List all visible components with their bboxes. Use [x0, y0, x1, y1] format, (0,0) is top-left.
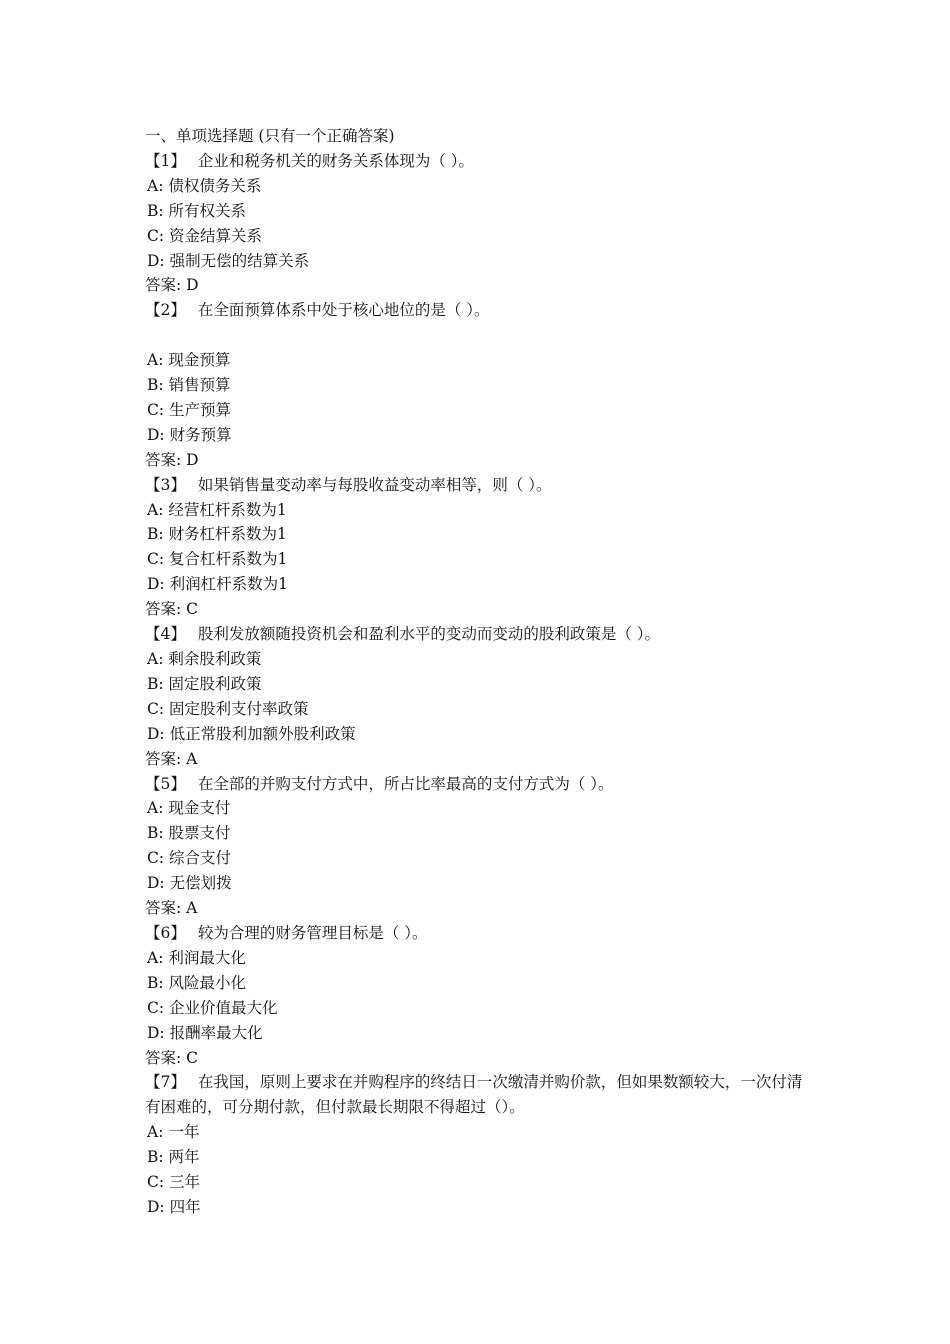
- option-c: C: 复合杠杆系数为1: [147, 550, 288, 569]
- answer-prefix: 答案:: [145, 276, 182, 295]
- option-b: B: 两年: [147, 1148, 200, 1167]
- answer-prefix: 答案:: [145, 1048, 182, 1067]
- answer-prefix: 答案:: [145, 600, 182, 619]
- option-a: A: 利润最大化: [147, 948, 246, 967]
- option-d: D: 无偿划拨: [147, 874, 232, 893]
- question-number: 【1】: [145, 151, 186, 170]
- option-c: C: 生产预算: [147, 400, 232, 419]
- question-1: [145, 149, 815, 174]
- question-number: 【2】: [145, 301, 186, 320]
- option-b: B: 销售预算: [147, 376, 231, 395]
- question-4: [145, 622, 815, 647]
- option-d: D: 利润杠杆系数为1: [147, 575, 288, 594]
- option-c: C: 综合支付: [147, 849, 232, 868]
- option-a: A: 经营杠杆系数为1: [147, 500, 287, 519]
- question-3: [145, 473, 815, 498]
- question-text: 在全部的并购支付方式中，所占比率最高的支付方式为（ ）。: [197, 774, 614, 793]
- question-number: 【7】: [145, 1073, 186, 1092]
- option-a: A: 现金预算: [147, 351, 231, 370]
- answer-prefix: 答案:: [145, 450, 182, 469]
- answer-value: C: [186, 600, 199, 619]
- answer-2: [145, 448, 815, 473]
- question-2: [145, 298, 815, 323]
- question-number: 【3】: [145, 475, 186, 494]
- question-text: 如果销售量变动率与每股收益变动率相等，则（ ）。: [197, 475, 552, 494]
- answer-value: C: [186, 1048, 199, 1067]
- option-a: A: 剩余股利政策: [147, 650, 262, 669]
- option-d: D: 低正常股利加额外股利政策: [147, 724, 356, 743]
- option-c: C: 企业价值最大化: [147, 998, 278, 1017]
- question-text: 股利发放额随投资机会和盈利水平的变动而变动的股利政策是（ ）。: [197, 625, 661, 644]
- option-b: B: 股票支付: [147, 824, 231, 843]
- option-a: A: 债权债务关系: [147, 176, 262, 195]
- answer-value: D: [186, 276, 199, 295]
- question-number: 【4】: [145, 625, 186, 644]
- question-text: 企业和税务机关的财务关系体现为（ ）。: [197, 151, 475, 170]
- answer-1: [145, 273, 815, 298]
- option-a: A: 现金支付: [147, 799, 231, 818]
- section-title: 一、单项选择题 (只有一个正确答案): [145, 127, 395, 145]
- question-6: [145, 921, 815, 946]
- answer-6: [145, 1046, 815, 1071]
- option-b: B: 所有权关系: [147, 201, 247, 220]
- question-text: 在我国，原则上要求在并购程序的终结日一次缴清并购价款，但如果数额较大，一次付清有困难的，可分期付款，但付款最长期限不得超过（）。: [145, 1073, 803, 1117]
- option-b: B: 固定股利政策: [147, 674, 262, 693]
- option-b: B: 风险最小化: [147, 973, 247, 992]
- question-text: 较为合理的财务管理目标是（ ）。: [197, 923, 428, 942]
- option-c: C: 固定股利支付率政策: [147, 699, 309, 718]
- question-text: 在全面预算体系中处于核心地位的是（ ）。: [197, 301, 490, 320]
- question-number: 【5】: [145, 774, 186, 793]
- blank-line: [145, 323, 815, 348]
- question-5: [145, 772, 815, 797]
- option-b: B: 财务杠杆系数为1: [147, 525, 287, 544]
- answer-value: D: [186, 450, 199, 469]
- option-d: D: 四年: [147, 1197, 201, 1216]
- question-number: 【6】: [145, 923, 186, 942]
- option-c: C: 资金结算关系: [147, 226, 263, 245]
- answer-prefix: 答案:: [145, 899, 182, 918]
- option-d: D: 报酬率最大化: [147, 1023, 263, 1042]
- option-d: D: 财务预算: [147, 425, 232, 444]
- option-c: C: 三年: [147, 1173, 201, 1192]
- answer-5: [145, 896, 815, 921]
- option-a: A: 一年: [147, 1123, 200, 1142]
- option-d: D: 强制无偿的结算关系: [147, 251, 310, 270]
- document-body: [145, 124, 815, 1220]
- answer-3: [145, 597, 815, 622]
- answer-prefix: 答案:: [145, 749, 182, 768]
- question-7: [145, 1070, 815, 1120]
- answer-value: A: [186, 749, 198, 768]
- answer-value: A: [186, 899, 198, 918]
- answer-4: [145, 747, 815, 772]
